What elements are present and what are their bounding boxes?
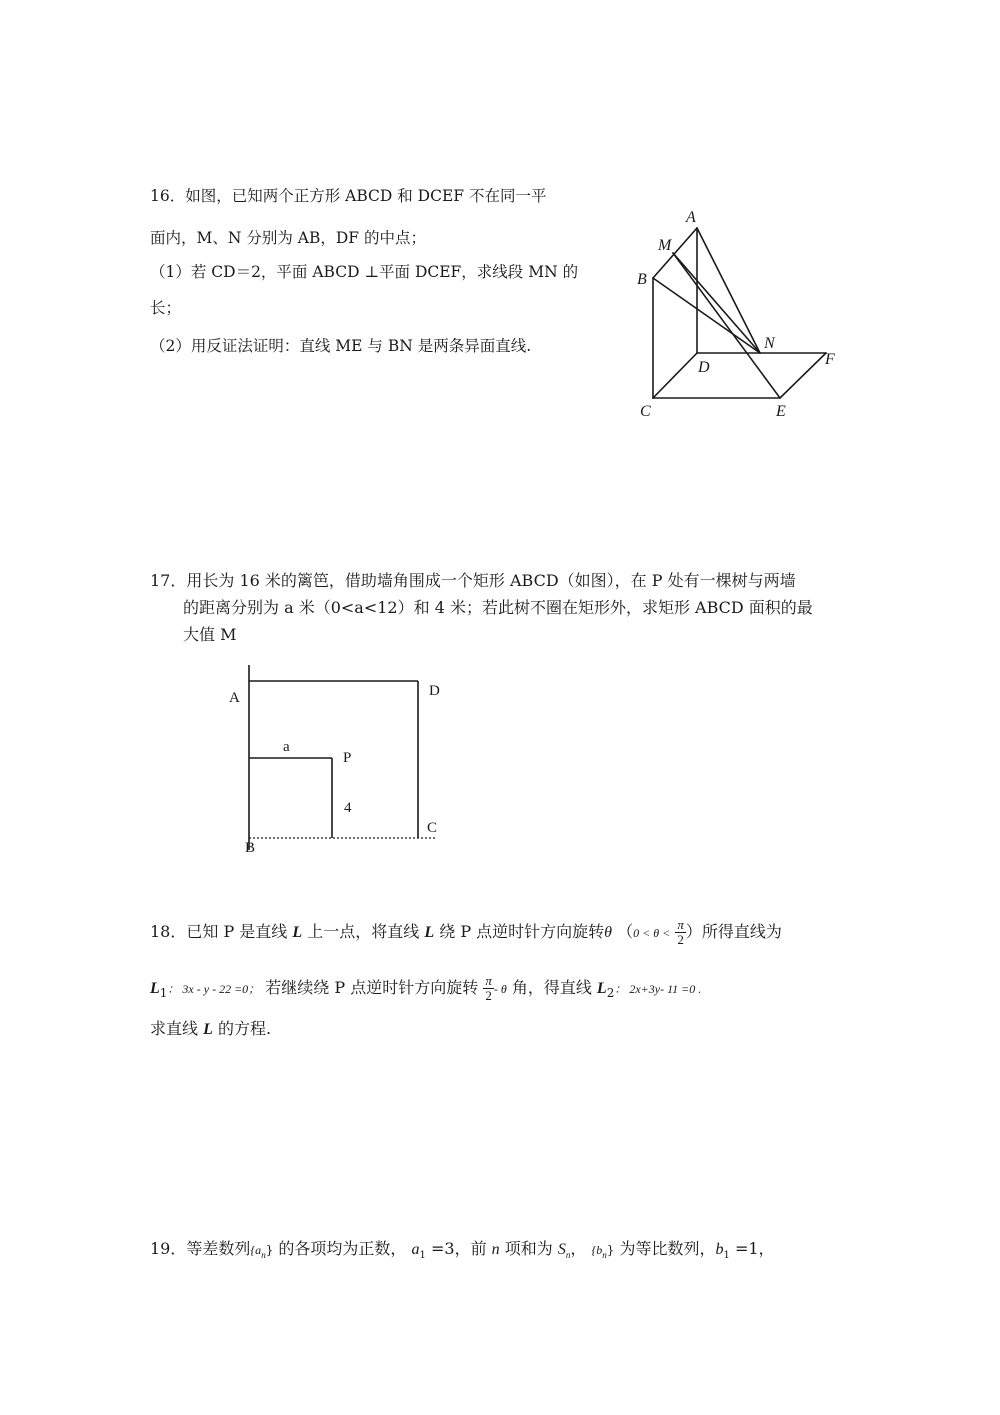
q16-line3: （1）若 CD＝2，平面 ABCD ⊥平面 DCEF，求线段 MN 的 — [150, 263, 579, 281]
label-A: A — [229, 690, 240, 706]
label-P: P — [343, 750, 352, 766]
q17-line2: 的距离分别为 a 米（0<a<12）和 4 米；若此树不圈在矩形外，求矩形 ABCD 面积的最 — [183, 598, 813, 617]
q16-line5: （2）用反证法证明：直线 ME 与 BN 是两条异面直线. — [150, 337, 532, 355]
label-C: C — [640, 403, 651, 420]
q16-figure — [600, 200, 860, 430]
label-B: B — [245, 840, 256, 856]
label-F: F — [825, 351, 835, 368]
label-C: C — [427, 820, 438, 836]
label-D: D — [698, 359, 710, 376]
label-N: N — [764, 335, 775, 352]
segment-ME — [673, 253, 780, 398]
q16-line4: 长； — [150, 299, 182, 317]
q18-line3: 求直线 L 的方程. — [150, 1019, 272, 1038]
q16-line2: 面内，M、N 分别为 AB，DF 的中点； — [150, 229, 426, 247]
q17-line1: 17．用长为 16 米的篱笆，借助墙角围成一个矩形 ABCD（如图），在 P 处有一棵树与两墙 — [150, 571, 796, 590]
label-a: a — [283, 739, 290, 755]
edge-EF — [780, 353, 826, 398]
label-4: 4 — [344, 800, 352, 816]
label-A: A — [686, 209, 696, 226]
q18-line2: $L_1$： 3x - y - 22 =0； 若继续绕 P 点逆时针方向旋转 $\frac{\pi}{2}$ - θ 角，得直线 $L_2$： 2x+3y- 11 =0 . — [150, 973, 702, 1003]
label-B: B — [637, 271, 647, 288]
label-D: D — [429, 683, 440, 699]
q17-line3: 大值 M — [183, 625, 237, 644]
q19-line1: 19．等差数列$\{a_n\}$ 的各项均为正数， $a_1 =3$，前 n 项和为 $S_n$， $\{b_n\}$ 为等比数列，$b_1 =1$， — [150, 1239, 775, 1262]
edge-CD — [653, 353, 697, 398]
segment-BN — [653, 278, 760, 353]
label-M: M — [658, 237, 672, 254]
q16-line1: 16．如图，已知两个正方形 ABCD 和 DCEF 不在同一平 — [150, 187, 547, 205]
q17-figure — [220, 660, 460, 860]
label-E: E — [776, 403, 786, 420]
q18-line1: 18．已知 P 是直线 L 上一点，将直线 L 绕 P 点逆时针方向旋转θ （0 < θ < $\frac{\pi}{2}$ ）所得直线为 — [150, 917, 782, 947]
